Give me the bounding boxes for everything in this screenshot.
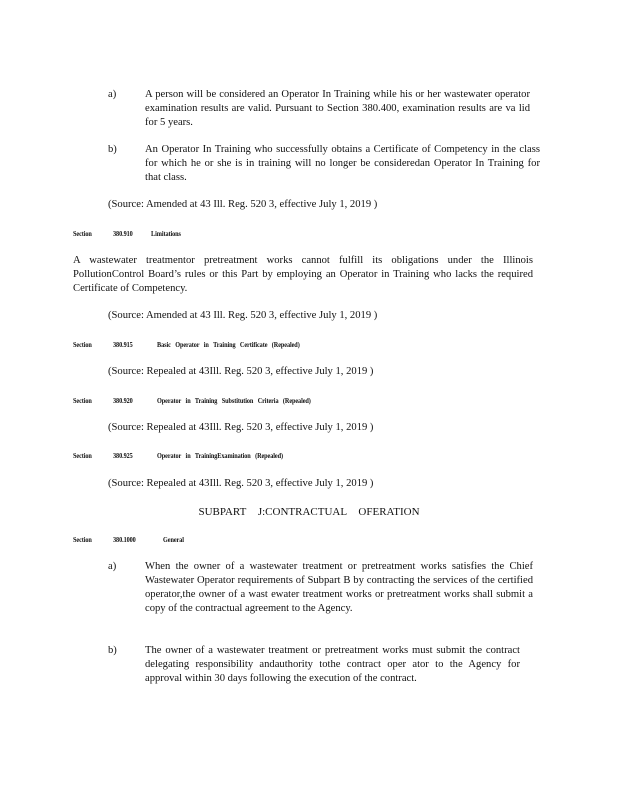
item-b-text: An Operator In Training who successfully obtains a Certificate of Competency in the class for which he or she is in training will no longer be consideredan Operator In Training for that class.	[145, 144, 540, 183]
section-label-925: Section	[73, 451, 92, 460]
section-title-920: Operator in Training Substitution Criteria (Repealed)	[157, 396, 311, 405]
item-b-label: b)	[108, 144, 117, 155]
section-title-925: Operator in TrainingExamination (Repealed)	[157, 451, 283, 460]
item-a-label: a)	[108, 89, 117, 100]
general-item-b-text: The owner of a wastewater treatment or pretreatment works must submit the contract delegating responsibility andauthority tothe contract oper ator to the Agency for approval within 30 days following the execution of the contract.	[145, 645, 520, 684]
source-note-1: (Source: Amended at 43 Ill. Reg. 520 3, effective July 1, 2019 )	[108, 199, 378, 210]
section-title-910: Limitations	[151, 229, 181, 238]
section-number-915: 380.915	[113, 340, 133, 349]
source-note-4: (Source: Repealed at 43Ill. Reg. 520 3, effective July 1, 2019 )	[108, 422, 374, 433]
source-note-5: (Source: Repealed at 43Ill. Reg. 520 3, effective July 1, 2019 )	[108, 478, 374, 489]
section-label-915: Section	[73, 340, 92, 349]
general-item-a-text: When the owner of a wastewater treatment or pretreatment works satisfies the Chief Wastewater Operator requirements of Subpart B by contracting the services of the certified operator,the owner of a wast ewater treatment works or pretreatment works shall submit a copy of the contractual agreement to the Agency.	[145, 561, 533, 614]
source-note-2: (Source: Amended at 43 Ill. Reg. 520 3, effective July 1, 2019 )	[108, 310, 378, 321]
subpart-heading: SUBPART J:CONTRACTUAL OFERATION	[198, 506, 420, 518]
section-number-1000: 380.1000	[113, 535, 136, 544]
limitations-paragraph: A wastewater treatmentor pretreatment works cannot fulfill its obligations under the Illinois PollutionControl Board’s rules or this Part by employing an Operator in Training who lacks the required Certificate of Competency.	[73, 255, 533, 294]
general-item-b-label: b)	[108, 645, 117, 656]
section-number-920: 380.920	[113, 396, 133, 405]
section-number-925: 380.925	[113, 451, 133, 460]
section-title-915: Basic Operator in Training Certificate (Repealed)	[157, 340, 300, 349]
section-label-920: Section	[73, 396, 92, 405]
source-note-3: (Source: Repealed at 43Ill. Reg. 520 3, effective July 1, 2019 )	[108, 366, 374, 377]
section-title-1000: General	[163, 535, 184, 544]
section-label-910: Section	[73, 229, 92, 238]
item-a-text: A person will be considered an Operator In Training while his or her wastewater operator examination results are valid. Pursuant to Section 380.400, examination results are va lid for 5 years.	[145, 89, 530, 128]
section-number-910: 380.910	[113, 229, 133, 238]
section-label-1000: Section	[73, 535, 92, 544]
general-item-a-label: a)	[108, 561, 117, 572]
